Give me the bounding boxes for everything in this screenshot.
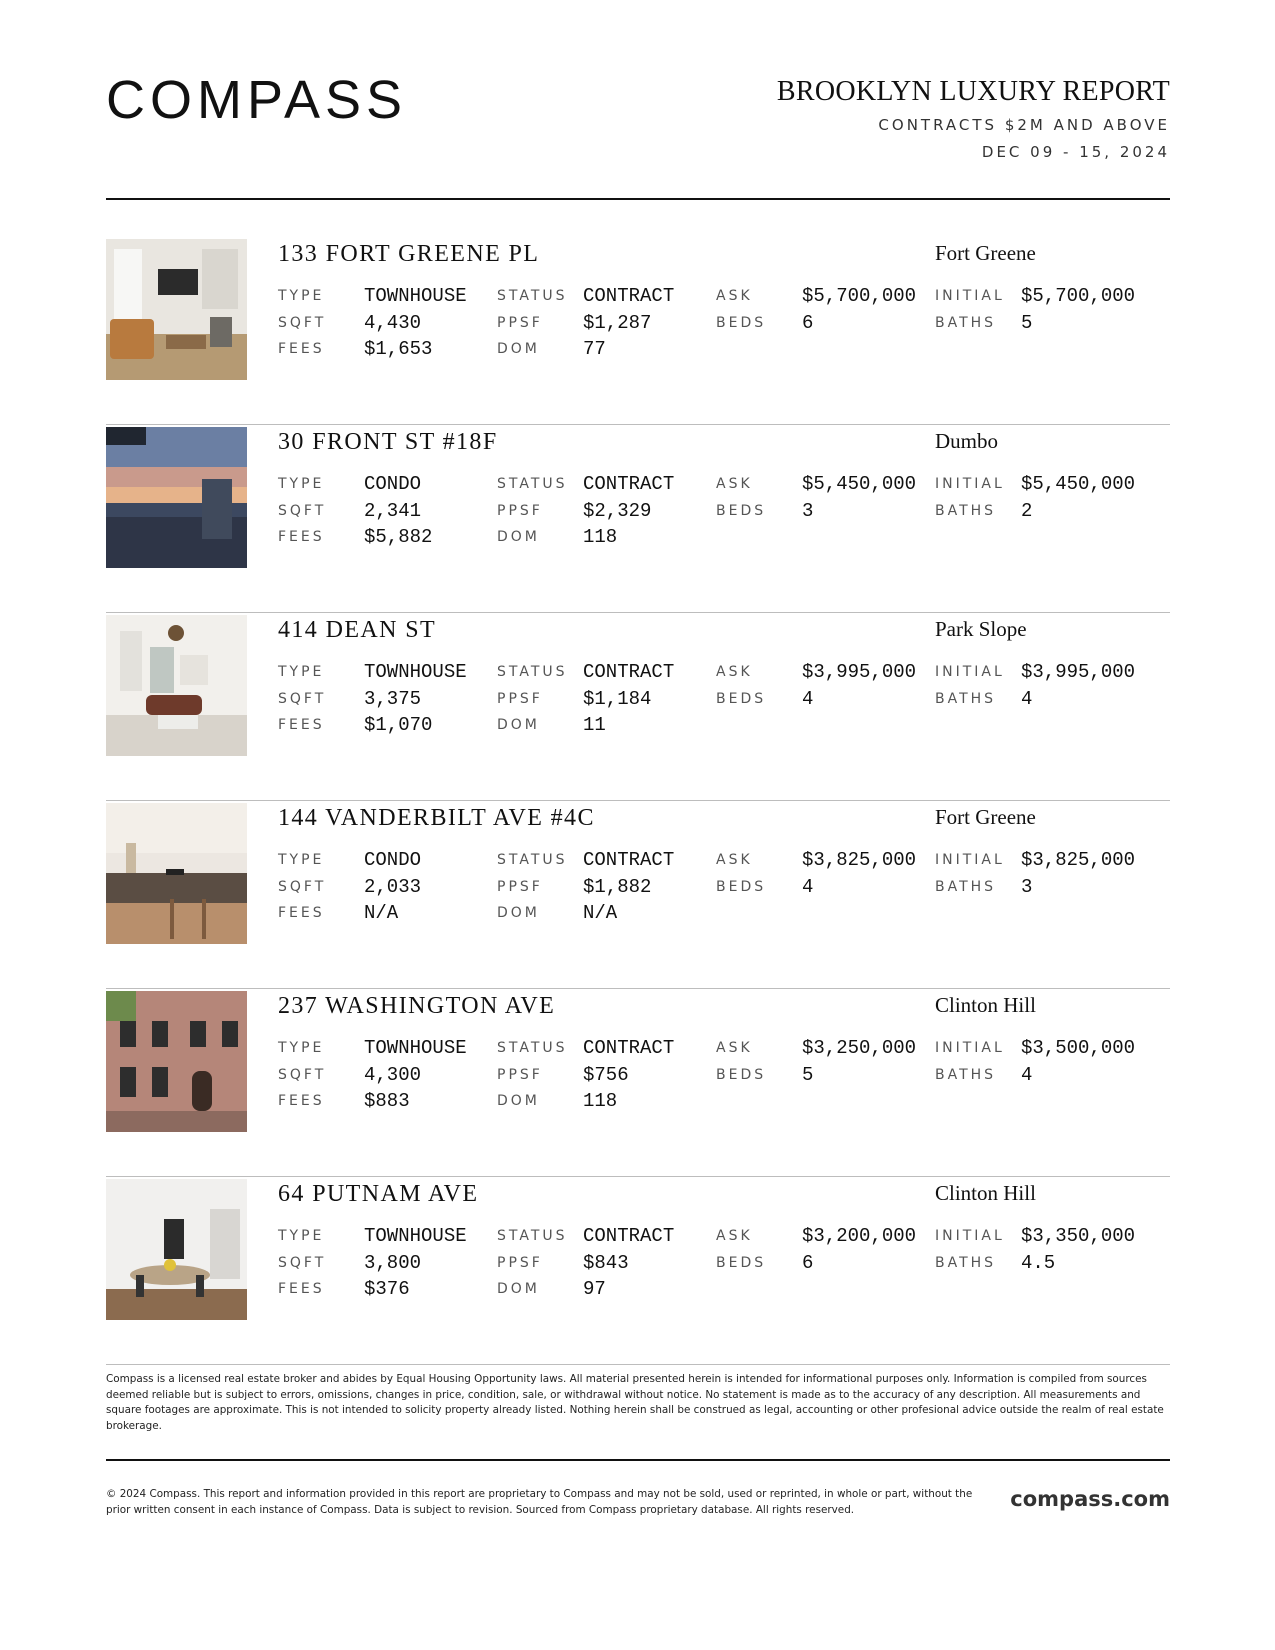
details-row bbox=[278, 714, 1170, 741]
details-row bbox=[278, 688, 1170, 715]
beds-label: BEDS bbox=[716, 1254, 767, 1271]
details-row bbox=[278, 338, 1170, 365]
ppsf-value: $843 bbox=[583, 1251, 629, 1274]
listing-neighborhood: Fort Greene bbox=[935, 805, 1036, 829]
listing-details bbox=[278, 661, 1170, 741]
status-value: CONTRACT bbox=[583, 1037, 675, 1059]
initial-label: INITIAL bbox=[935, 288, 1005, 304]
listing-address[interactable]: 30 FRONT ST #18F bbox=[278, 429, 498, 455]
fees-value: $1,070 bbox=[364, 714, 433, 736]
dining-room-photo[interactable] bbox=[106, 1179, 247, 1320]
type-value: CONDO bbox=[364, 849, 422, 871]
baths-label: BATHS bbox=[935, 690, 997, 707]
status-value: CONTRACT bbox=[583, 849, 675, 871]
fees-value: $1,653 bbox=[364, 338, 433, 360]
dom-value: 118 bbox=[583, 526, 618, 548]
ask-value: $3,995,000 bbox=[802, 661, 917, 683]
initial-label: INITIAL bbox=[935, 476, 1005, 492]
listing-details bbox=[278, 849, 1170, 929]
ask-value: $3,200,000 bbox=[802, 1225, 917, 1247]
listing-address[interactable]: 237 WASHINGTON AVE bbox=[278, 993, 556, 1019]
ask-label: ASK bbox=[716, 476, 753, 492]
website-link[interactable]: compass.com bbox=[1010, 1487, 1170, 1511]
ask-value: $3,825,000 bbox=[802, 849, 917, 871]
report-header bbox=[777, 72, 1170, 166]
sqft-value: 2,033 bbox=[364, 875, 422, 898]
type-value: CONDO bbox=[364, 473, 422, 495]
dom-label: DOM bbox=[497, 1281, 540, 1297]
initial-value: $5,700,000 bbox=[1021, 285, 1136, 307]
status-label: STATUS bbox=[497, 664, 568, 680]
ppsf-value: $756 bbox=[583, 1063, 629, 1086]
dom-value: 11 bbox=[583, 714, 606, 736]
listing-row bbox=[106, 989, 1170, 1177]
dom-value: 97 bbox=[583, 1278, 606, 1300]
type-label: TYPE bbox=[278, 1228, 325, 1244]
listing-row bbox=[106, 1177, 1170, 1365]
beds-value: 4 bbox=[802, 875, 814, 898]
compass-logo bbox=[106, 74, 416, 126]
ppsf-value: $1,287 bbox=[583, 311, 652, 334]
baths-value: 3 bbox=[1021, 875, 1033, 898]
baths-value: 4.5 bbox=[1021, 1251, 1056, 1274]
status-label: STATUS bbox=[497, 288, 568, 304]
copyright-text: © 2024 Compass. This report and information provided in this report are proprietary to Compass and may not be sold, used or reprinted, in whole or part, without the prior written consent in each instance of Compass. Data is subject to revision. Sourced from Compass proprietary database. All rights reserved. bbox=[106, 1488, 973, 1516]
beds-value: 3 bbox=[802, 499, 814, 522]
baths-value: 4 bbox=[1021, 1063, 1033, 1086]
details-row bbox=[278, 1064, 1170, 1091]
baths-label: BATHS bbox=[935, 1066, 997, 1083]
type-label: TYPE bbox=[278, 1040, 325, 1056]
baths-value: 5 bbox=[1021, 311, 1033, 334]
type-value: TOWNHOUSE bbox=[364, 661, 467, 683]
initial-value: $3,825,000 bbox=[1021, 849, 1136, 871]
dom-label: DOM bbox=[497, 341, 540, 357]
fees-value: $883 bbox=[364, 1090, 410, 1112]
beds-label: BEDS bbox=[716, 1066, 767, 1083]
status-label: STATUS bbox=[497, 476, 568, 492]
listing-row bbox=[106, 425, 1170, 613]
ask-value: $5,450,000 bbox=[802, 473, 917, 495]
details-row bbox=[278, 661, 1170, 688]
listing-address[interactable]: 133 FORT GREENE PL bbox=[278, 241, 540, 267]
listing-neighborhood: Dumbo bbox=[935, 429, 998, 453]
fees-label: FEES bbox=[278, 1093, 325, 1109]
sunset-view-photo[interactable] bbox=[106, 427, 247, 568]
beds-label: BEDS bbox=[716, 314, 767, 331]
sqft-label: SQFT bbox=[278, 878, 327, 895]
details-row bbox=[278, 849, 1170, 876]
type-value: TOWNHOUSE bbox=[364, 1037, 467, 1059]
fees-label: FEES bbox=[278, 717, 325, 733]
type-label: TYPE bbox=[278, 476, 325, 492]
baths-label: BATHS bbox=[935, 1254, 997, 1271]
fees-value: $5,882 bbox=[364, 526, 433, 548]
report-subtitle: CONTRACTS $2M AND ABOVE bbox=[878, 116, 1170, 134]
dom-label: DOM bbox=[497, 1093, 540, 1109]
listing-row bbox=[106, 613, 1170, 801]
details-row bbox=[278, 500, 1170, 527]
initial-value: $3,350,000 bbox=[1021, 1225, 1136, 1247]
type-value: TOWNHOUSE bbox=[364, 285, 467, 307]
details-row bbox=[278, 1225, 1170, 1252]
compass-logo-text: COMPASS bbox=[106, 74, 408, 126]
dom-value: 118 bbox=[583, 1090, 618, 1112]
fees-label: FEES bbox=[278, 1281, 325, 1297]
details-row bbox=[278, 473, 1170, 500]
beds-value: 5 bbox=[802, 1063, 814, 1086]
sqft-label: SQFT bbox=[278, 502, 327, 519]
brownstone-facade-photo[interactable] bbox=[106, 991, 247, 1132]
status-value: CONTRACT bbox=[583, 473, 675, 495]
type-label: TYPE bbox=[278, 664, 325, 680]
ppsf-label: PPSF bbox=[497, 690, 543, 707]
sqft-label: SQFT bbox=[278, 1066, 327, 1083]
listing-neighborhood: Clinton Hill bbox=[935, 993, 1036, 1017]
listing-neighborhood: Fort Greene bbox=[935, 241, 1036, 265]
status-label: STATUS bbox=[497, 852, 568, 868]
status-label: STATUS bbox=[497, 1228, 568, 1244]
header-divider bbox=[106, 198, 1170, 200]
listing-neighborhood: Clinton Hill bbox=[935, 1181, 1036, 1205]
sqft-value: 3,800 bbox=[364, 1251, 422, 1274]
beds-label: BEDS bbox=[716, 878, 767, 895]
ppsf-label: PPSF bbox=[497, 878, 543, 895]
listing-details bbox=[278, 1037, 1170, 1117]
baths-value: 2 bbox=[1021, 499, 1033, 522]
report-date-range: DEC 09 - 15, 2024 bbox=[981, 143, 1170, 161]
initial-value: $3,995,000 bbox=[1021, 661, 1136, 683]
baths-label: BATHS bbox=[935, 502, 997, 519]
fees-label: FEES bbox=[278, 905, 325, 921]
ask-label: ASK bbox=[716, 1228, 753, 1244]
parlor-photo[interactable] bbox=[106, 615, 247, 756]
sqft-value: 4,300 bbox=[364, 1063, 422, 1086]
beds-label: BEDS bbox=[716, 690, 767, 707]
status-label: STATUS bbox=[497, 1040, 568, 1056]
details-row bbox=[278, 1278, 1170, 1305]
beds-value: 4 bbox=[802, 687, 814, 710]
listing-details bbox=[278, 1225, 1170, 1305]
initial-label: INITIAL bbox=[935, 1228, 1005, 1244]
ppsf-value: $1,184 bbox=[583, 687, 652, 710]
details-row bbox=[278, 1037, 1170, 1064]
fees-label: FEES bbox=[278, 529, 325, 545]
listing-row bbox=[106, 801, 1170, 989]
type-label: TYPE bbox=[278, 852, 325, 868]
listings-list bbox=[106, 237, 1170, 1365]
fees-value: N/A bbox=[364, 902, 399, 924]
sqft-label: SQFT bbox=[278, 1254, 327, 1271]
sqft-label: SQFT bbox=[278, 314, 327, 331]
dom-value: 77 bbox=[583, 338, 606, 360]
ppsf-value: $1,882 bbox=[583, 875, 652, 898]
dom-label: DOM bbox=[497, 529, 540, 545]
type-label: TYPE bbox=[278, 288, 325, 304]
details-row bbox=[278, 526, 1170, 553]
beds-value: 6 bbox=[802, 311, 814, 334]
ppsf-label: PPSF bbox=[497, 1254, 543, 1271]
ppsf-label: PPSF bbox=[497, 1066, 543, 1083]
ask-value: $5,700,000 bbox=[802, 285, 917, 307]
initial-label: INITIAL bbox=[935, 664, 1005, 680]
details-row bbox=[278, 312, 1170, 339]
initial-value: $3,500,000 bbox=[1021, 1037, 1136, 1059]
details-row bbox=[278, 285, 1170, 312]
report-page bbox=[106, 0, 1170, 1650]
beds-label: BEDS bbox=[716, 502, 767, 519]
listing-address[interactable]: 64 PUTNAM AVE bbox=[278, 1181, 479, 1207]
details-row bbox=[278, 902, 1170, 929]
status-value: CONTRACT bbox=[583, 285, 675, 307]
dom-value: N/A bbox=[583, 902, 618, 924]
baths-label: BATHS bbox=[935, 314, 997, 331]
kitchen-photo[interactable] bbox=[106, 803, 247, 944]
ask-label: ASK bbox=[716, 664, 753, 680]
listing-neighborhood: Park Slope bbox=[935, 617, 1027, 641]
living-room-photo[interactable] bbox=[106, 239, 247, 380]
sqft-value: 4,430 bbox=[364, 311, 422, 334]
listing-row bbox=[106, 237, 1170, 425]
sqft-value: 3,375 bbox=[364, 687, 422, 710]
sqft-value: 2,341 bbox=[364, 499, 422, 522]
baths-label: BATHS bbox=[935, 878, 997, 895]
initial-value: $5,450,000 bbox=[1021, 473, 1136, 495]
ask-label: ASK bbox=[716, 852, 753, 868]
status-value: CONTRACT bbox=[583, 661, 675, 683]
listing-details bbox=[278, 285, 1170, 365]
details-row bbox=[278, 876, 1170, 903]
listing-address[interactable]: 414 DEAN ST bbox=[278, 617, 437, 643]
details-row bbox=[278, 1252, 1170, 1279]
initial-label: INITIAL bbox=[935, 1040, 1005, 1056]
compass-logo-mark bbox=[106, 74, 416, 126]
status-value: CONTRACT bbox=[583, 1225, 675, 1247]
footer-divider bbox=[106, 1459, 1170, 1461]
fees-label: FEES bbox=[278, 341, 325, 357]
dom-label: DOM bbox=[497, 717, 540, 733]
ppsf-label: PPSF bbox=[497, 502, 543, 519]
ppsf-label: PPSF bbox=[497, 314, 543, 331]
listing-address[interactable]: 144 VANDERBILT AVE #4C bbox=[278, 805, 595, 831]
listing-divider bbox=[106, 1364, 1170, 1365]
fees-value: $376 bbox=[364, 1278, 410, 1300]
type-value: TOWNHOUSE bbox=[364, 1225, 467, 1247]
ask-label: ASK bbox=[716, 288, 753, 304]
ask-value: $3,250,000 bbox=[802, 1037, 917, 1059]
disclaimer-text: Compass is a licensed real estate broker and abides by Equal Housing Opportunity laws. All material presented herein is intended for informational purposes only. Information is compiled from sources deemed reliable but is subject to errors, omissions, changes in price, condition, sale, or withdrawal without notice. No statement is made as to the accuracy of any description. All measurements and square footages are approximate. This is not intended to solicity property already listed. Nothing herein shall be construed as legal, accounting or other profesional advice outside the realm of real estate brokerage. bbox=[106, 1373, 1164, 1432]
report-title: BROOKLYN LUXURY REPORT bbox=[776, 76, 1170, 107]
sqft-label: SQFT bbox=[278, 690, 327, 707]
baths-value: 4 bbox=[1021, 687, 1033, 710]
listing-details bbox=[278, 473, 1170, 553]
details-row bbox=[278, 1090, 1170, 1117]
beds-value: 6 bbox=[802, 1251, 814, 1274]
dom-label: DOM bbox=[497, 905, 540, 921]
initial-label: INITIAL bbox=[935, 852, 1005, 868]
ppsf-value: $2,329 bbox=[583, 499, 652, 522]
ask-label: ASK bbox=[716, 1040, 753, 1056]
